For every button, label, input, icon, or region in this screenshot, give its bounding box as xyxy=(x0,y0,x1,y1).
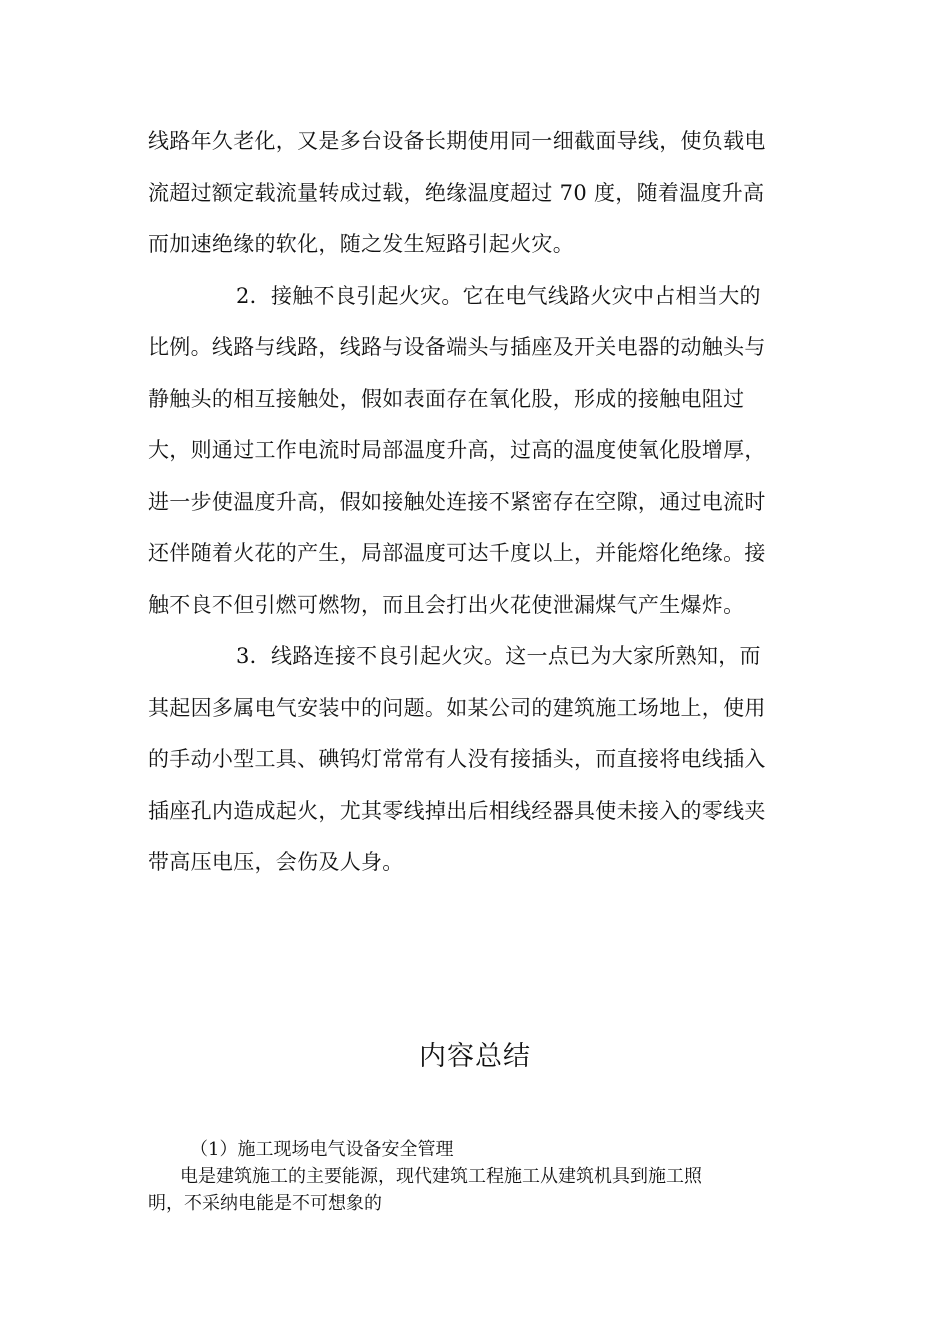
text-line: 触不良不但引燃可燃物，而且会打出火花使泄漏煤气产生爆炸。 xyxy=(148,592,745,617)
summary-section xyxy=(148,1136,800,1217)
text-line: 进一步使温度升高，假如接触处连接不紧密存在空隙，通过电流时 xyxy=(148,489,766,514)
text-line: 还伴随着火花的产生，局部温度可达千度以上，并能熔化绝缘。接 xyxy=(148,541,766,565)
text-line: 其起因多属电气安装中的问题。如某公司的建筑施工场地上，使用 xyxy=(148,695,766,720)
summary-heading: （1）施工现场电气设备安全管理 xyxy=(190,1139,454,1160)
text-line: 3．线路连接不良引起火灾。这一点已为大家所熟知，而 xyxy=(236,644,761,668)
summary-line: 电是建筑施工的主要能源，现代建筑工程施工从建筑机具到施工照 xyxy=(180,1166,702,1187)
text-line: 比例。线路与线路，线路与设备端头与插座及开关电器的动触头与 xyxy=(148,335,766,359)
summary-title: 内容总结 xyxy=(419,1041,531,1072)
text-line: 而加速绝缘的软化，随之发生短路引起火灾。 xyxy=(148,232,574,256)
body-text xyxy=(148,116,800,889)
text-line: 的手动小型工具、碘钨灯常常有人没有接插头，而直接将电线插入 xyxy=(148,747,766,771)
text-line: 插座孔内造成起火，尤其零线掉出后相线经器具使未接入的零线夹 xyxy=(148,798,766,823)
text-line: 2．接触不良引起火灾。它在电气线路火灾中占相当大的 xyxy=(236,283,761,308)
text-line: 大，则通过工作电流时局部温度升高，过高的温度使氧化股增厚， xyxy=(148,438,766,462)
text-line: 线路年久老化，又是多台设备长期使用同一细截面导线，使负载电 xyxy=(148,129,766,153)
paragraph-3 xyxy=(148,631,800,889)
text-line: 流超过额定载流量转成过载，绝缘温度超过 70 度，随着温度升高 xyxy=(148,180,765,205)
text-line: 静触头的相互接触处，假如表面存在氧化股，形成的接触电阻过 xyxy=(148,386,745,411)
paragraph-2 xyxy=(148,271,800,632)
text-line: 带高压电压，会伤及人身。 xyxy=(148,850,404,874)
summary-line: 明，不采纳电能是不可想象的 xyxy=(148,1193,382,1214)
paragraph-1 xyxy=(148,116,800,271)
